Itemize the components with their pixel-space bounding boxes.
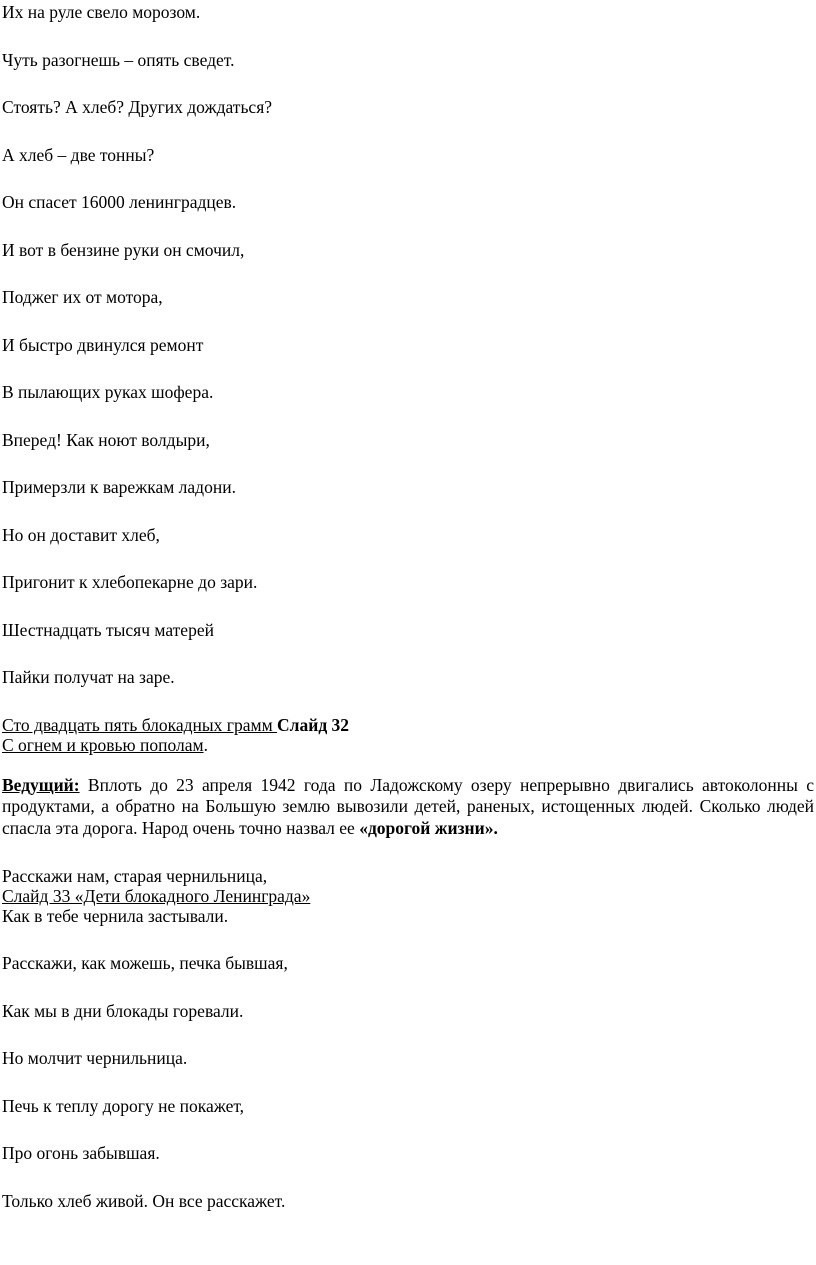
slide-32-second-line	[2, 735, 814, 755]
poem-stanza-bottom	[2, 953, 814, 1211]
poem-line: Печь к теплу дорогу не покажет,	[2, 1095, 245, 1116]
narrator-text: Вплоть до 23 апреля 1942 года по Ладожскому озеру непрерывно двигались автоколонны с продуктами, а обратно на Большую землю вывозили детей, раненых, истощенных людей. Сколько людей спасла эта дорога. Народ очень точно назвал ее	[2, 774, 814, 838]
poem-line: Он спасет 16000 ленинградцев.	[2, 192, 237, 212]
poem-line: Примерзли к варежкам ладони.	[2, 477, 236, 497]
poem-line: В пылающих руках шофера.	[2, 382, 214, 402]
poem-line: Чуть разогнешь – опять сведет.	[2, 49, 235, 70]
spacer	[2, 926, 814, 953]
poem-line: Как мы в дни блокады горевали.	[2, 1000, 244, 1021]
poem-line: И вот в бензине руки он смочил,	[2, 239, 245, 260]
slide-32-block	[2, 715, 814, 755]
poem-line: Их на руле свело морозом.	[2, 2, 201, 22]
poem-line: Но молчит чернильница.	[2, 1048, 188, 1068]
slide-32-underlined-text: Сто двадцать пять блокадных грамм	[2, 714, 278, 735]
poem-line: Как в тебе чернила застывали.	[2, 906, 229, 926]
slide-32-first-line	[2, 715, 814, 735]
poem-line: Стоять? А хлеб? Других дождаться?	[2, 97, 273, 117]
poem-line: Вперед! Как ноют волдыри,	[2, 429, 210, 450]
poem-line: Шестнадцать тысяч матерей	[2, 619, 214, 640]
spacer	[2, 755, 814, 775]
slide-33-line	[2, 886, 814, 906]
poem-line: Расскажи, как можешь, печка бывшая,	[2, 953, 288, 973]
poem-line: Пригонит к хлебопекарне до зари.	[2, 572, 258, 592]
poem-line: Только хлеб живой. Он все расскажет.	[2, 1190, 286, 1211]
poem-line: Про огонь забывшая.	[2, 1143, 160, 1163]
slide-32-underlined-text-2: С огнем и кровью пополам	[2, 734, 204, 755]
poem-second-intro	[2, 866, 814, 926]
slide-32-period: .	[203, 734, 208, 755]
slide-32-label: Слайд 32	[277, 714, 350, 735]
narrator-bold-phrase: «дорогой жизни».	[359, 817, 498, 838]
poem-line: Поджег их от мотора,	[2, 287, 163, 307]
poem-stanza-top	[2, 0, 814, 687]
narrator-label: Ведущий:	[2, 774, 80, 795]
poem-line: И быстро двинулся ремонт	[2, 334, 204, 355]
poem-line: А хлеб – две тонны?	[2, 144, 155, 165]
spacer	[2, 839, 814, 866]
poem-line: Пайки получат на заре.	[2, 667, 175, 687]
slide-33-label: Слайд 33 «Дети блокадного Ленинграда»	[2, 886, 311, 906]
poem-line: Но он доставит хлеб,	[2, 524, 160, 545]
narrator-paragraph	[2, 775, 814, 840]
poem-line: Расскажи нам, старая чернильница,	[2, 866, 268, 886]
